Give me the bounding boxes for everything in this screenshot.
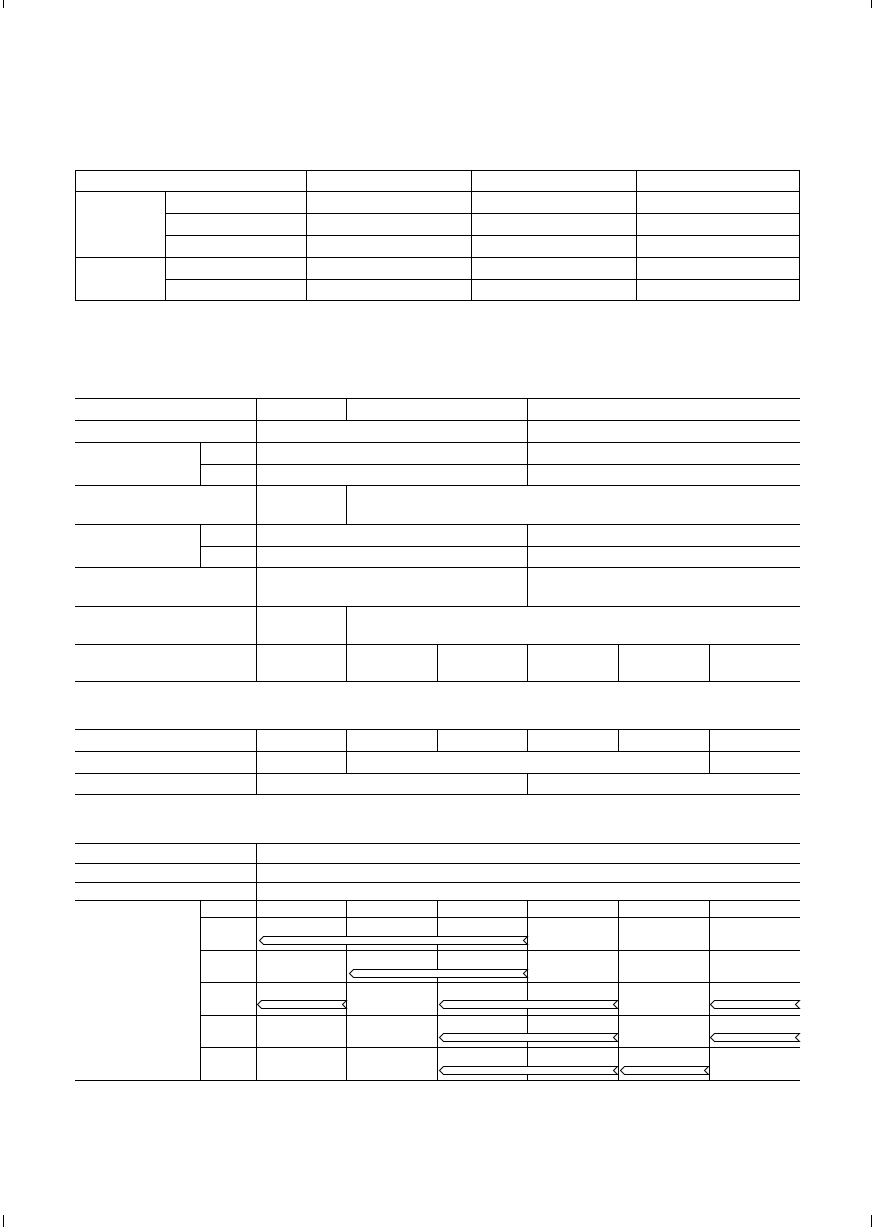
table-3	[75, 729, 800, 795]
span-marker	[711, 1001, 800, 1009]
span-marker	[350, 970, 528, 978]
span-marker	[258, 1001, 347, 1009]
table-2	[75, 398, 800, 682]
span-marker	[711, 1034, 800, 1042]
timeline-markers	[258, 937, 800, 1075]
table-4	[75, 843, 800, 1081]
table-1	[75, 170, 800, 301]
span-marker	[621, 1067, 709, 1075]
span-marker	[260, 937, 528, 945]
span-marker	[440, 1034, 618, 1042]
span-marker	[440, 1067, 618, 1075]
span-marker	[440, 1001, 618, 1009]
